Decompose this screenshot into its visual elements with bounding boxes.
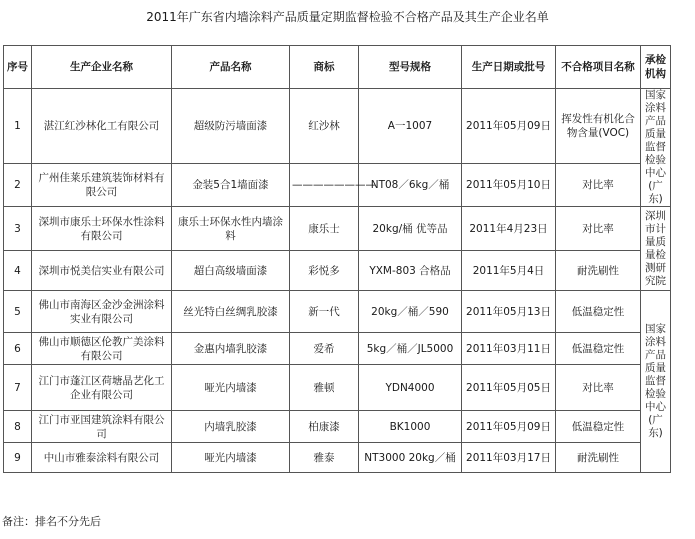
col-header-institution: 承检机构 (641, 46, 671, 89)
row-company: 深圳市康乐士环保水性涂料有限公司 (32, 207, 172, 251)
row-failed-item: 对比率 (556, 207, 641, 251)
row-company: 江门市蓬江区荷塘晶艺化工企业有限公司 (32, 365, 172, 411)
row-date: 2011年05月13日 (462, 291, 556, 333)
row-model: NT3000 20kg／桶 (359, 443, 462, 473)
row-date: 2011年5月4日 (462, 251, 556, 291)
row-brand: 红沙林 (290, 89, 359, 164)
footnote: 备注：排名不分先后 (2, 515, 101, 528)
nonconforming-products-table (3, 45, 671, 473)
col-header-brand: 商标 (290, 46, 359, 89)
row-brand: 爱希 (290, 333, 359, 365)
table-row (4, 89, 671, 164)
row-date: 2011年05月09日 (462, 411, 556, 443)
col-header-date: 生产日期或批号 (462, 46, 556, 89)
col-header-company: 生产企业名称 (32, 46, 172, 89)
row-brand: 雅顿 (290, 365, 359, 411)
row-product: 超白高级墙面漆 (172, 251, 290, 291)
row-company: 江门市亚国建筑涂料有限公司 (32, 411, 172, 443)
col-header-model: 型号规格 (359, 46, 462, 89)
page-title: 2011年广东省内墙涂料产品质量定期监督检验不合格产品及其生产企业名单 (146, 10, 549, 24)
table-row (4, 251, 671, 291)
table-row (4, 163, 671, 206)
row-brand: 彩悦多 (290, 251, 359, 291)
row-model: YXM-803 合格品 (359, 251, 462, 291)
institution-cell: 国家涂料产品质量监督检验中心(广东) (641, 291, 671, 473)
row-date: 2011年05月05日 (462, 365, 556, 411)
table-row (4, 443, 671, 473)
row-no: 7 (4, 365, 32, 411)
row-brand: ———————— (290, 163, 359, 206)
row-product: 金惠内墙乳胶漆 (172, 333, 290, 365)
row-company: 佛山市顺德区伦教广美涂料有限公司 (32, 333, 172, 365)
row-failed-item: 耐洗刷性 (556, 251, 641, 291)
table-header-row (4, 46, 671, 89)
row-model: 20kg／桶／590 (359, 291, 462, 333)
table-row (4, 291, 671, 333)
row-model: A一1007 (359, 89, 462, 164)
institution-cell: 深圳市计量质量检测研究院 (641, 207, 671, 291)
row-company: 深圳市悦美信实业有限公司 (32, 251, 172, 291)
table-row (4, 365, 671, 411)
row-model: BK1000 (359, 411, 462, 443)
row-product: 金装5合1墙面漆 (172, 163, 290, 206)
row-brand: 柏康漆 (290, 411, 359, 443)
row-no: 5 (4, 291, 32, 333)
row-date: 2011年03月11日 (462, 333, 556, 365)
row-no: 1 (4, 89, 32, 164)
row-no: 4 (4, 251, 32, 291)
col-header-product: 产品名称 (172, 46, 290, 89)
row-date: 2011年05月09日 (462, 89, 556, 164)
col-header-failed-item: 不合格项目名称 (556, 46, 641, 89)
row-model: 20kg/桶 优等品 (359, 207, 462, 251)
row-no: 3 (4, 207, 32, 251)
row-company: 中山市雅泰涂料有限公司 (32, 443, 172, 473)
row-no: 9 (4, 443, 32, 473)
row-brand: 康乐士 (290, 207, 359, 251)
row-brand: 新一代 (290, 291, 359, 333)
row-company: 湛江红沙林化工有限公司 (32, 89, 172, 164)
row-model: NT08／6kg／桶 (359, 163, 462, 206)
row-product: 哑光内墙漆 (172, 443, 290, 473)
table-row (4, 207, 671, 251)
row-failed-item: 低温稳定性 (556, 291, 641, 333)
row-date: 2011年4月23日 (462, 207, 556, 251)
row-product: 哑光内墙漆 (172, 365, 290, 411)
row-date: 2011年05月10日 (462, 163, 556, 206)
row-company: 佛山市南海区金沙金洲涂料实业有限公司 (32, 291, 172, 333)
row-failed-item: 挥发性有机化合物含量(VOC) (556, 89, 641, 164)
row-product: 超级防污墙面漆 (172, 89, 290, 164)
row-product: 康乐士环保水性内墙涂料 (172, 207, 290, 251)
row-no: 8 (4, 411, 32, 443)
row-product: 内墙乳胶漆 (172, 411, 290, 443)
row-date: 2011年03月17日 (462, 443, 556, 473)
table-row (4, 411, 671, 443)
row-model: YDN4000 (359, 365, 462, 411)
row-failed-item: 耐洗刷性 (556, 443, 641, 473)
row-failed-item: 低温稳定性 (556, 411, 641, 443)
row-model: 5kg／桶／JL5000 (359, 333, 462, 365)
row-failed-item: 低温稳定性 (556, 333, 641, 365)
row-no: 6 (4, 333, 32, 365)
institution-cell: 国家涂料产品质量监督检验中心(广东) (641, 89, 671, 207)
row-failed-item: 对比率 (556, 163, 641, 206)
row-brand: 雅泰 (290, 443, 359, 473)
row-no: 2 (4, 163, 32, 206)
row-product: 丝光特白丝绸乳胶漆 (172, 291, 290, 333)
row-failed-item: 对比率 (556, 365, 641, 411)
row-company: 广州佳莱乐建筑装饰材料有限公司 (32, 163, 172, 206)
table-row (4, 333, 671, 365)
col-header-no: 序号 (4, 46, 32, 89)
